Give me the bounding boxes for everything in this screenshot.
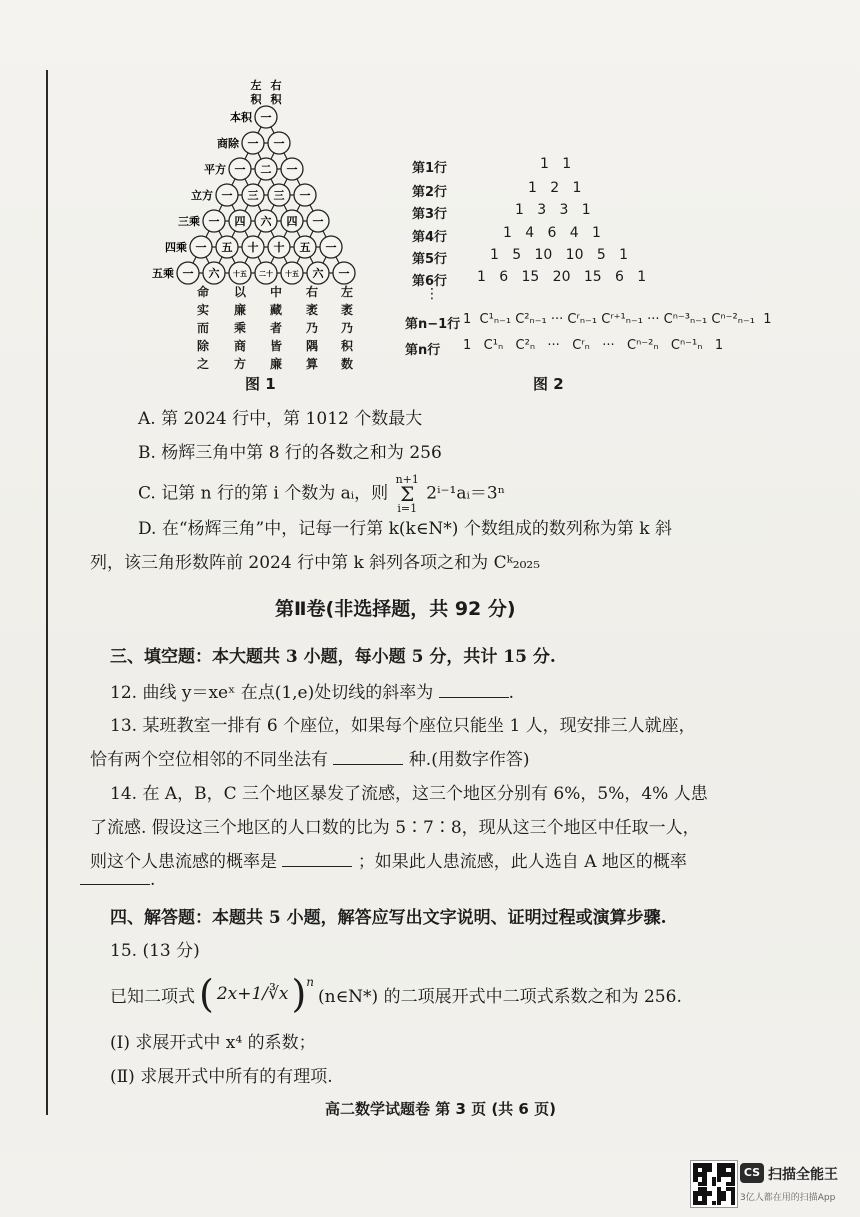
q14-answer-blank-2[interactable] xyxy=(80,870,150,885)
node-numeral: 一 xyxy=(338,267,350,280)
pascal-row-label: 第6行 xyxy=(412,274,448,289)
sum-symbol: n+1 Σ i=1 xyxy=(395,473,419,515)
node-numeral: 五 xyxy=(221,241,233,254)
column-char: 藏 xyxy=(269,303,282,317)
node-numeral: 一 xyxy=(260,111,272,124)
column-char: 乘 xyxy=(233,321,246,335)
sum-upper: n+1 xyxy=(395,473,419,486)
question-13-line1: 13. 某班教室一排有 6 个座位，如果每个座位只能坐 1 人，现安排三人就座， xyxy=(110,716,696,736)
column-char: 袤 xyxy=(305,303,318,317)
pascal-row-values: 1 4 6 4 1 xyxy=(503,225,601,241)
option-a: A. 第 2024 行中，第 1012 个数最大 xyxy=(138,409,423,429)
option-c xyxy=(138,474,505,514)
power-n: n xyxy=(306,975,315,989)
q15-binomial xyxy=(199,972,315,1016)
q14-text-after: ；如果此人患流感，此人选自 A 地区的概率 xyxy=(357,852,687,872)
camscanner-logo: CS xyxy=(740,1163,764,1183)
figure1-caption: 图 1 xyxy=(245,375,276,393)
column-char: 命 xyxy=(196,285,209,299)
ellipsis-dots: ⋮ xyxy=(425,286,439,302)
node-numeral: 三 xyxy=(247,189,259,202)
pascal-row-values: 1 5 10 10 5 1 xyxy=(490,247,629,263)
q14-text: 则这个人患流感的概率是 xyxy=(90,852,277,872)
qr-code-icon xyxy=(690,1160,738,1208)
figure1-text-column xyxy=(269,283,283,373)
pascal-row-values: 1 3 3 1 xyxy=(515,202,591,218)
question-14-line2: 了流感. 假设这三个地区的人口数的比为 5∶7∶8，现从这三个地区中任取一人， xyxy=(90,818,700,838)
answer-heading: 四、解答题：本题共 5 小题，解答应写出文字说明、证明过程或演算步骤. xyxy=(110,908,667,928)
q15-prefix: 已知二项式 xyxy=(110,986,195,1007)
question-15-title: 15. (13 分) xyxy=(110,941,200,961)
node-numeral: 二十 xyxy=(259,270,273,278)
fill-in-heading: 三、填空题：本大题共 3 小题，每小题 5 分，共计 15 分. xyxy=(110,647,556,667)
q14-answer-blank-1[interactable] xyxy=(282,852,352,867)
node-numeral: 十五 xyxy=(285,270,299,278)
pascal-row-label: 第n行 xyxy=(405,343,441,358)
column-char: 袤 xyxy=(340,303,353,317)
q13-answer-blank[interactable] xyxy=(333,750,403,765)
option-c-prefix: C. 记第 n 行的第 i 个数为 aᵢ，则 xyxy=(138,483,389,504)
binomial-expr: 2x+1/∛x xyxy=(216,984,289,1004)
node-numeral: 一 xyxy=(247,137,259,150)
column-char: 以 xyxy=(233,285,246,299)
node-numeral: 一 xyxy=(299,189,311,202)
figure1-text-column xyxy=(305,283,319,373)
node-numeral: 六 xyxy=(260,215,272,228)
node-numeral: 六 xyxy=(312,267,324,280)
column-char: 乃 xyxy=(340,321,353,335)
column-char: 商 xyxy=(233,339,246,353)
row-side-label: 立方 xyxy=(191,189,213,202)
node-numeral: 十 xyxy=(273,241,285,254)
row-side-label: 本积 xyxy=(230,111,252,124)
node-numeral: 一 xyxy=(234,163,246,176)
column-char: 数 xyxy=(340,357,353,371)
question-13-line2 xyxy=(90,745,529,770)
pascal-row-label: 第5行 xyxy=(412,252,448,267)
pascal-row-values: 1 C¹ₙ₋₁ C²ₙ₋₁ ··· Cʳₙ₋₁ Cʳ⁺¹ₙ₋₁ ··· Cⁿ⁻³ₙ₋₁ Cⁿ⁻²ₙ₋₁ 1 xyxy=(463,312,772,327)
q13-text: 恰有两个空位相邻的不同坐法有 xyxy=(90,750,328,770)
question-15-part1: (Ⅰ) 求展开式中 x⁴ 的系数； xyxy=(110,1033,316,1053)
camscanner-brand: 扫描全能王 xyxy=(768,1167,838,1183)
question-14-line4 xyxy=(80,870,155,890)
row-side-label: 商除 xyxy=(217,137,239,150)
left-paren: ( xyxy=(199,972,214,1016)
binding-margin-line xyxy=(46,70,48,1115)
node-numeral: 一 xyxy=(182,267,194,280)
option-d-line1: D. 在“杨辉三角”中，记每一行第 k(k∈N*) 个数组成的数列称为第 k 斜 xyxy=(138,519,672,539)
column-char: 除 xyxy=(196,339,209,353)
node-numeral: 一 xyxy=(221,189,233,202)
column-char: 皆 xyxy=(269,339,282,353)
node-numeral: 一 xyxy=(195,241,207,254)
column-char: 廉 xyxy=(233,303,246,317)
option-b: B. 杨辉三角中第 8 行的各数之和为 256 xyxy=(138,443,442,463)
row-side-label: 三乘 xyxy=(178,215,200,228)
column-char: 廉 xyxy=(269,357,282,371)
page-footer: 高二数学试题卷 第 3 页 (共 6 页) xyxy=(325,1100,556,1118)
question-15-part2: (Ⅱ) 求展开式中所有的有理项. xyxy=(110,1067,333,1087)
column-char: 积 xyxy=(340,339,353,353)
column-char: 之 xyxy=(196,357,209,371)
q14-period: . xyxy=(150,870,156,890)
column-char: 右 xyxy=(305,285,318,299)
figure1-triangle xyxy=(108,75,408,285)
pascal-row-values: 1 6 15 20 15 6 1 xyxy=(477,269,647,285)
pascal-row-values: 1 1 xyxy=(540,156,572,172)
column-char: 方 xyxy=(233,357,246,371)
row-side-label: 五乘 xyxy=(152,267,174,280)
pascal-row-label: 第3行 xyxy=(412,207,448,222)
pascal-row-label: 第n−1行 xyxy=(405,317,461,332)
node-numeral: 三 xyxy=(273,189,285,202)
pascal-row-values: 1 2 1 xyxy=(528,180,582,196)
q12-period: . xyxy=(508,683,515,703)
node-numeral: 二 xyxy=(260,163,272,176)
question-14-line1: 14. 在 A，B，C 三个地区暴发了流感，这三个地区分别有 6%，5%，4% 人患 xyxy=(110,784,708,804)
q13-text-after: 种.(用数字作答) xyxy=(408,750,530,770)
node-numeral: 六 xyxy=(208,267,220,280)
row-side-label: 四乘 xyxy=(165,241,187,254)
top-label: 左 xyxy=(250,79,262,92)
column-char: 者 xyxy=(269,321,282,335)
column-char: 而 xyxy=(196,321,209,335)
option-d-line2: 列，该三角形数阵前 2024 行中第 k 斜列各项之和为 Cᵏ₂₀₂₅ xyxy=(90,553,541,573)
node-numeral: 四 xyxy=(234,215,246,228)
question-14-line3 xyxy=(90,847,687,872)
column-char: 中 xyxy=(269,285,282,299)
figure1-text-column xyxy=(340,283,354,373)
pascal-row-label: 第4行 xyxy=(412,230,448,245)
q12-answer-blank[interactable] xyxy=(439,683,509,698)
q12-text: 12. 曲线 y＝xeˣ 在点(1,e)处切线的斜率为 xyxy=(110,683,434,703)
pascal-row-label: 第1行 xyxy=(412,161,448,176)
pascal-row-label: 第2行 xyxy=(412,185,448,200)
sum-lower: i=1 xyxy=(397,502,418,515)
camscanner-tagline: 3亿人都在用的扫描App xyxy=(740,1193,836,1203)
right-paren: ) xyxy=(291,972,307,1016)
top-label: 积 xyxy=(270,93,282,106)
section2-title: 第Ⅱ卷(非选择题，共 92 分) xyxy=(275,598,516,620)
node-numeral: 一 xyxy=(273,137,285,150)
question-12 xyxy=(110,678,514,703)
top-label: 右 xyxy=(270,79,282,92)
node-numeral: 一 xyxy=(286,163,298,176)
node-numeral: 五 xyxy=(299,241,311,254)
node-numeral: 一 xyxy=(208,215,220,228)
column-char: 左 xyxy=(340,285,353,299)
column-char: 实 xyxy=(196,303,209,317)
q15-suffix: (n∈N*) 的二项展开式中二项式系数之和为 256. xyxy=(318,986,682,1007)
question-15-statement xyxy=(110,970,682,1018)
figure1-text-column xyxy=(196,283,210,373)
column-char: 乃 xyxy=(305,321,318,335)
node-numeral: 十五 xyxy=(233,270,247,278)
row-side-label: 平方 xyxy=(204,163,226,176)
pascal-row-values: 1 C¹ₙ C²ₙ ··· Cʳₙ ··· Cⁿ⁻²ₙ Cⁿ⁻¹ₙ 1 xyxy=(463,338,724,353)
node-numeral: 十 xyxy=(247,241,259,254)
option-c-suffix: 2ⁱ⁻¹aᵢ＝3ⁿ xyxy=(426,483,506,504)
figure1-text-column xyxy=(233,283,247,373)
node-numeral: 四 xyxy=(286,215,298,228)
column-char: 算 xyxy=(305,357,318,371)
figure2-caption: 图 2 xyxy=(533,375,564,393)
node-numeral: 一 xyxy=(325,241,337,254)
node-numeral: 一 xyxy=(312,215,324,228)
top-label: 积 xyxy=(250,93,262,106)
column-char: 隅 xyxy=(305,339,318,353)
